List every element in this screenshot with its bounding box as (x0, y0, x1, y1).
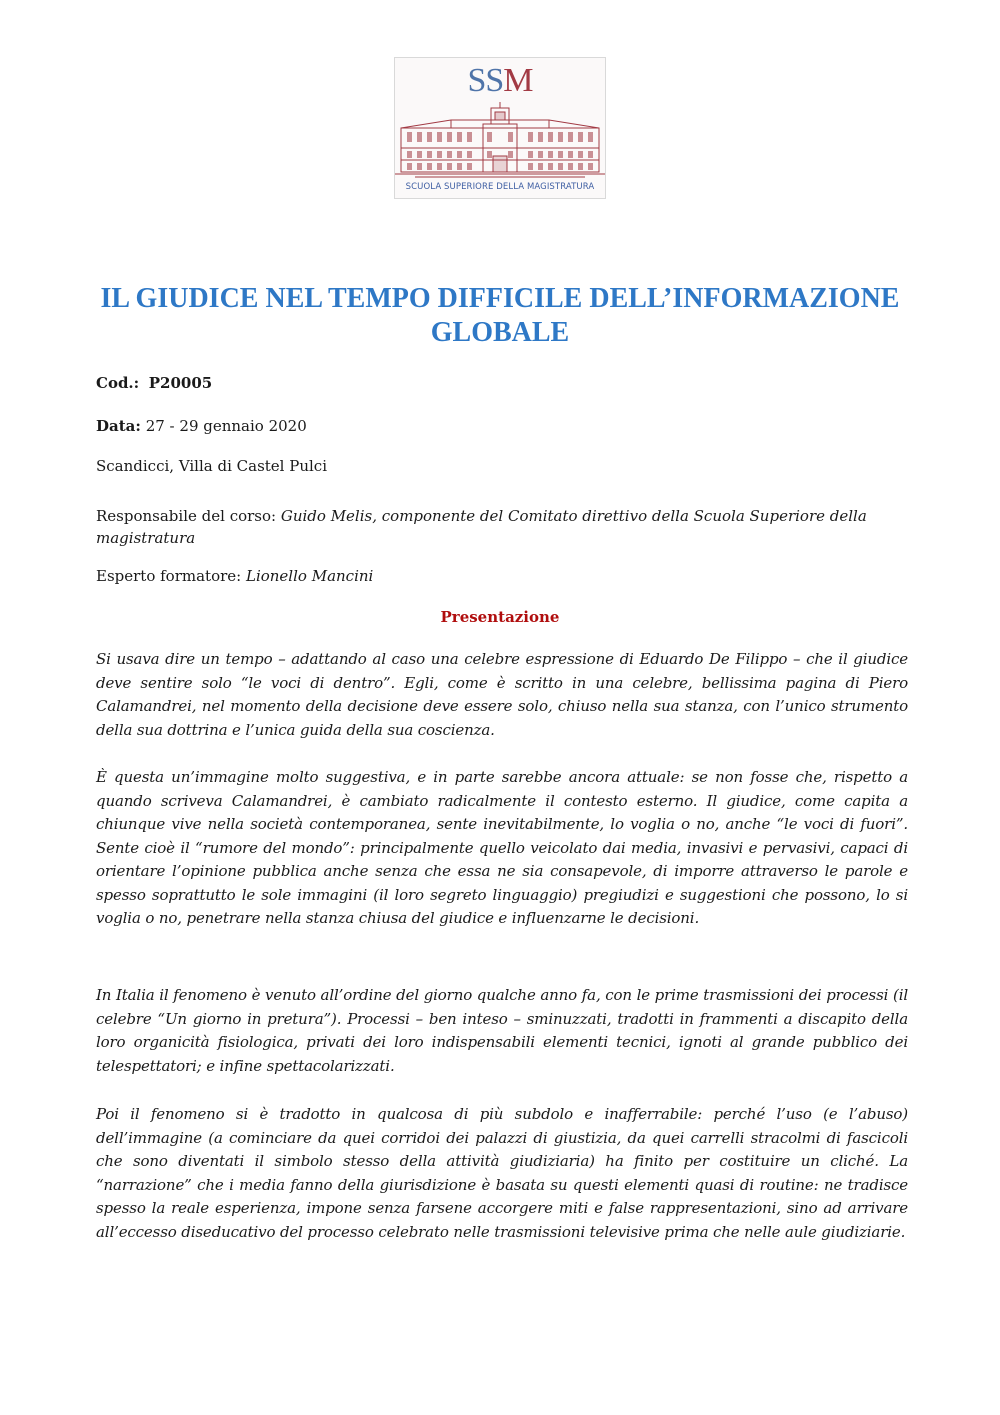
responsabile-label: Responsabile del corso: (96, 507, 277, 525)
course-code-value: P20005 (148, 374, 213, 392)
logo-initials-ss: SS (467, 62, 504, 99)
ssm-logo (394, 57, 606, 199)
logo-initials-m: M (503, 62, 533, 99)
responsabile-role: , componente del Comitato direttivo della Scuola Superiore della magistratura (96, 507, 867, 547)
logo-initials (395, 62, 605, 100)
course-responsabile (96, 505, 908, 549)
logo-caption: SCUOLA SUPERIORE DELLA MAGISTRATURA (405, 182, 595, 192)
esperto-name: Lionello Mancini (245, 567, 374, 585)
section-heading: Presentazione (440, 608, 560, 626)
page-title: IL GIUDICE NEL TEMPO DIFFICILE DELL’INFORMAZIONE GLOBALE (100, 283, 900, 348)
course-venue: Scandicci, Villa di Castel Pulci (96, 457, 327, 475)
paragraph-1: Si usava dire un tempo – adattando al caso una celebre espressione di Eduardo De Filippo – che il giudice deve sentire solo “le voci di dentro”. Egli, come è scritto in una celebre, bellissima pagina di Piero Calamandrei, nel momento della decisione deve essere solo, chiuso nella sua stanza, con l’unico strumento della sua dottrina e l’unica guida della sua coscienza. (96, 650, 908, 739)
villa-building-icon (395, 102, 605, 180)
course-date (96, 415, 307, 437)
responsabile-name: Guido Melis (280, 507, 373, 525)
course-code-label: Cod.: (96, 374, 140, 392)
paragraph-4: Poi il fenomeno si è tradotto in qualcosa di più subdolo e inafferrabile: perché l’uso (e l’abuso) dell’immagine (a cominciare da quei corridoi dei palazzi di giustizia, da quei carrelli stracolmi di fascicoli che sono diventati il simbolo stesso della attività giudiziaria) ha finito per costituire un cliché. La “narrazione” che i media fanno della giurisdizione è basata su questi elementi quasi di routine: ne tradisce spesso la reale esperienza, impone senza farsene accorgere miti e false rappresentazioni, sino ad arrivare all’eccesso diseducativo del processo celebrato nelle trasmissioni televisive prima che nelle aule giudiziarie. (96, 1105, 908, 1241)
paragraph-3: In Italia il fenomeno è venuto all’ordine del giorno qualche anno fa, con le prime trasmissioni dei processi (il celebre “Un giorno in pretura”). Processi – ben inteso – sminuzzati, tradotti in frammenti a discapito della loro organicità fisiologica, privati dei loro indispensabili elementi tecnici, ignoti al grande pubblico dei telespettatori; e infine spettacolarizzati. (96, 986, 908, 1075)
course-date-label: Data: (96, 417, 141, 435)
course-date-value: 27 - 29 gennaio 2020 (145, 417, 307, 435)
esperto-label: Esperto formatore: (96, 567, 242, 585)
paragraph-2: È questa un’immagine molto suggestiva, e in parte sarebbe ancora attuale: se non fosse che, rispetto a quando scriveva Calamandrei, è cambiato radicalmente il contesto esterno. Il giudice, come capita a chiunque vive nella società contemporanea, sente inevitabilmente, lo voglia o no, anche “le voci di fuori”. Sente cioè il “rumore del mondo”: principalmente quello veicolato dai media, invasivi e pervasivi, capaci di orientare l’opinione pubblica anche senza che essa ne sia consapevole, di imporre attraverso le parole e spesso soprattutto le sole immagini (il loro segreto linguaggio) pregiudizi e suggestioni che possono, lo si voglia o no, penetrare nella stanza chiusa del giudice e influenzarne le decisioni. (96, 768, 908, 927)
course-esperto (96, 565, 373, 587)
course-code (96, 372, 212, 394)
